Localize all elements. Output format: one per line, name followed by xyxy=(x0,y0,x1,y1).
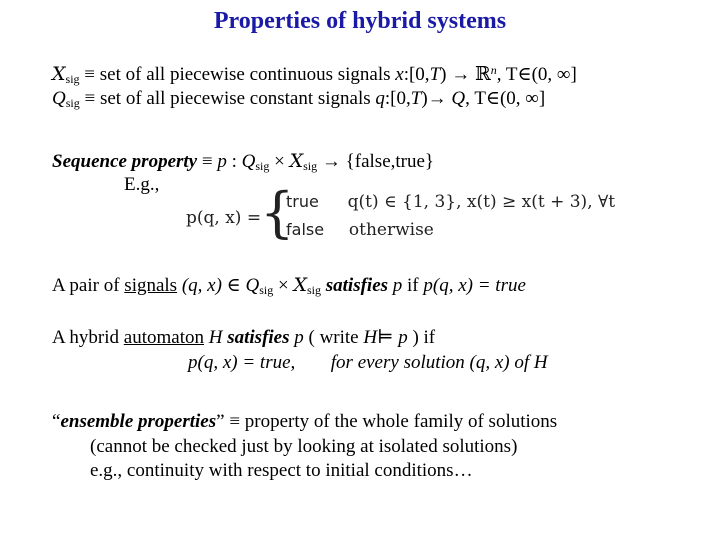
qsig-T: T xyxy=(410,88,422,109)
ensemble-note-1: (cannot be checked just by looking at isolated solutions) xyxy=(90,436,518,457)
p-symbol: p xyxy=(398,327,408,348)
X-symbol: X xyxy=(289,150,304,172)
Q-symbol: Q xyxy=(245,275,260,296)
sequence-property-definition xyxy=(52,150,434,173)
automaton-condition xyxy=(188,352,548,374)
open-quote: “ xyxy=(52,411,61,432)
pair-condition: p(q, x) = true xyxy=(423,275,526,296)
xsig-definition xyxy=(52,63,577,86)
ensemble-definition xyxy=(52,411,557,433)
ensemble-term: ensemble properties xyxy=(60,411,217,432)
p-symbol: p xyxy=(294,327,304,348)
times-symbol: × xyxy=(277,275,289,296)
xsig-symbol: X xyxy=(52,63,66,85)
qsig-codomain: Q xyxy=(451,88,466,109)
ensemble-def: property of the whole family of solutions xyxy=(244,411,558,432)
sig-subscript: sig xyxy=(259,283,274,297)
qsig-domain: :[0, xyxy=(384,88,411,109)
p-symbol: p xyxy=(217,151,227,172)
automaton-link: automaton xyxy=(123,327,204,348)
xsig-T: T xyxy=(429,64,441,85)
case-2-condition: otherwise xyxy=(348,220,434,240)
formula-case-1 xyxy=(286,192,615,212)
boolean-values: {false,true} xyxy=(345,151,435,172)
times-symbol: × xyxy=(274,151,285,172)
formula-lhs: p(q, x) = xyxy=(186,208,262,228)
sequence-property-term: Sequence property xyxy=(52,151,198,172)
H-symbol: H xyxy=(208,327,223,348)
sig-subscript: sig xyxy=(306,283,321,297)
arrow-symbol: → xyxy=(451,64,471,85)
close-quote: ” xyxy=(216,411,225,432)
xsig-text: set of all piecewise continuous signals xyxy=(99,64,391,85)
automaton-text-a: A hybrid xyxy=(52,327,120,348)
equiv-symbol: ≡ xyxy=(84,88,96,109)
p-symbol: p xyxy=(392,275,403,296)
automaton-condition-b: for every solution (q, x) of H xyxy=(330,352,548,373)
case-2-value: false xyxy=(286,220,325,239)
case-1-value: true xyxy=(286,192,319,211)
equiv-symbol: ≡ xyxy=(229,411,241,432)
xsig-tail: , T∈(0, ∞] xyxy=(496,64,577,85)
eg-label: E.g., xyxy=(124,174,160,195)
pair-text-a: A pair of xyxy=(52,275,120,296)
signals-link: signals xyxy=(124,275,178,296)
ensemble-note-2: e.g., continuity with respect to initial conditions… xyxy=(90,460,473,481)
colon: : xyxy=(231,151,237,172)
write-text: ( write xyxy=(308,327,359,348)
equiv-symbol: ≡ xyxy=(201,151,213,172)
satisfies-term: satisfies xyxy=(325,275,389,296)
qsig-close: ) xyxy=(421,88,428,109)
if-word: if xyxy=(407,275,419,296)
equiv-symbol: ≡ xyxy=(84,64,96,85)
qsig-subscript: sig xyxy=(65,96,80,110)
xsig-var: x xyxy=(395,64,404,85)
models-symbol: ⊨ xyxy=(377,327,394,348)
sig-subscript: sig xyxy=(255,159,270,173)
qsig-symbol: Q xyxy=(52,88,66,109)
case-1-condition: q(t) ∈ {1, 3}, x(t) ≥ x(t + 3), ∀t xyxy=(347,192,616,212)
automaton-satisfies-statement xyxy=(52,327,435,349)
satisfies-term: satisfies xyxy=(227,327,290,348)
pair-text-b: (q, x) ∈ xyxy=(181,275,241,296)
qsig-tail: , T∈(0, ∞] xyxy=(465,88,546,109)
arrow-symbol: → xyxy=(427,88,447,109)
pair-satisfies-statement xyxy=(52,274,526,297)
close-if-text: ) if xyxy=(412,327,436,348)
sig-subscript: sig xyxy=(303,159,318,173)
qsig-var: q xyxy=(375,88,385,109)
example-formula xyxy=(186,181,636,248)
H-symbol: H xyxy=(363,327,378,348)
Q-symbol: Q xyxy=(241,151,256,172)
xsig-codomain: ℝ xyxy=(474,64,491,85)
xsig-n: n xyxy=(490,63,497,77)
automaton-condition-a: p(q, x) = true, xyxy=(188,352,296,373)
xsig-close: ) xyxy=(440,64,447,85)
formula-case-2 xyxy=(286,220,434,240)
qsig-text: set of all piecewise constant signals xyxy=(99,88,371,109)
X-symbol: X xyxy=(293,274,307,296)
slide-title: Properties of hybrid systems xyxy=(213,8,507,34)
left-brace: { xyxy=(260,181,295,244)
xsig-domain: :[0, xyxy=(403,64,430,85)
qsig-definition xyxy=(52,88,545,110)
arrow-symbol: → xyxy=(321,151,341,172)
xsig-subscript: sig xyxy=(65,72,80,86)
